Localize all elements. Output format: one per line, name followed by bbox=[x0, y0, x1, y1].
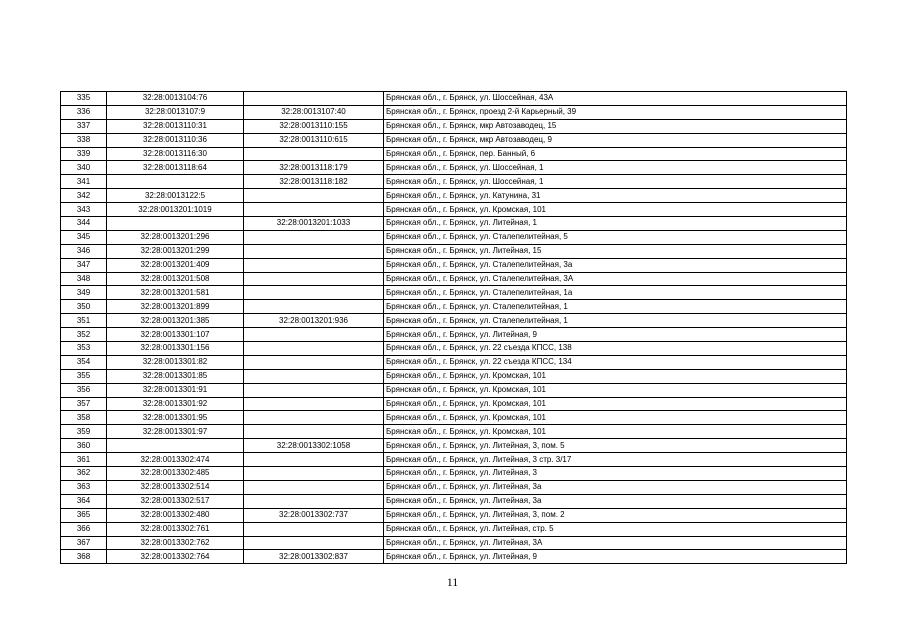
table-row bbox=[61, 467, 847, 481]
row-number-cell: 339 bbox=[61, 147, 107, 161]
table-row bbox=[61, 300, 847, 314]
cadastral-number-cell: 32:28:0013301:82 bbox=[107, 355, 244, 369]
cadastral-number-cell: 32:28:0013201:385 bbox=[107, 314, 244, 328]
table-row bbox=[61, 217, 847, 231]
address-cell: Брянская обл., г. Брянск, ул. Шоссейная, 1 bbox=[384, 175, 847, 189]
address-cell: Брянская обл., г. Брянск, пер. Банный, 6 bbox=[384, 147, 847, 161]
address-cell: Брянская обл., г. Брянск, ул. Кромская, 101 bbox=[384, 383, 847, 397]
table-body bbox=[61, 92, 847, 564]
linked-cadastral-number-cell bbox=[244, 328, 384, 342]
page-number: 11 bbox=[446, 575, 459, 589]
row-number-cell: 366 bbox=[61, 522, 107, 536]
cadastral-number-cell: 32:28:0013116:30 bbox=[107, 147, 244, 161]
row-number-cell: 347 bbox=[61, 258, 107, 272]
linked-cadastral-number-cell bbox=[244, 425, 384, 439]
cadastral-number-cell bbox=[107, 175, 244, 189]
table-row bbox=[61, 92, 847, 106]
row-number-cell: 363 bbox=[61, 480, 107, 494]
cadastral-number-cell: 32:28:0013302:517 bbox=[107, 494, 244, 508]
row-number-cell: 352 bbox=[61, 328, 107, 342]
linked-cadastral-number-cell: 32:28:0013302:737 bbox=[244, 508, 384, 522]
address-cell: Брянская обл., г. Брянск, ул. Катунина, 31 bbox=[384, 189, 847, 203]
table-row bbox=[61, 119, 847, 133]
address-cell: Брянская обл., г. Брянск, ул. Шоссейная, 1 bbox=[384, 161, 847, 175]
cadastral-number-cell: 32:28:0013301:92 bbox=[107, 397, 244, 411]
cadastral-number-cell: 32:28:0013104:76 bbox=[107, 92, 244, 106]
linked-cadastral-number-cell bbox=[244, 383, 384, 397]
address-cell: Брянская обл., г. Брянск, ул. Литейная, 3 bbox=[384, 467, 847, 481]
table-row bbox=[61, 508, 847, 522]
table-row bbox=[61, 314, 847, 328]
table-row bbox=[61, 328, 847, 342]
linked-cadastral-number-cell bbox=[244, 397, 384, 411]
row-number-cell: 348 bbox=[61, 272, 107, 286]
linked-cadastral-number-cell bbox=[244, 453, 384, 467]
linked-cadastral-number-cell bbox=[244, 522, 384, 536]
row-number-cell: 361 bbox=[61, 453, 107, 467]
row-number-cell: 359 bbox=[61, 425, 107, 439]
row-number-cell: 336 bbox=[61, 105, 107, 119]
table-row bbox=[61, 439, 847, 453]
row-number-cell: 341 bbox=[61, 175, 107, 189]
address-cell: Брянская обл., г. Брянск, ул. Литейная, 9 bbox=[384, 550, 847, 564]
address-cell: Брянская обл., г. Брянск, ул. Кромская, 101 bbox=[384, 425, 847, 439]
table-row bbox=[61, 189, 847, 203]
linked-cadastral-number-cell bbox=[244, 92, 384, 106]
address-cell: Брянская обл., г. Брянск, ул. Кромская, 101 bbox=[384, 203, 847, 217]
table-row bbox=[61, 203, 847, 217]
cadastral-number-cell: 32:28:0013302:514 bbox=[107, 480, 244, 494]
address-cell: Брянская обл., г. Брянск, ул. Сталепелитейная, 1 bbox=[384, 314, 847, 328]
cadastral-number-cell bbox=[107, 439, 244, 453]
row-number-cell: 340 bbox=[61, 161, 107, 175]
cadastral-number-cell: 32:28:0013201:508 bbox=[107, 272, 244, 286]
linked-cadastral-number-cell: 32:28:0013107:40 bbox=[244, 105, 384, 119]
cadastral-number-cell: 32:28:0013201:299 bbox=[107, 244, 244, 258]
table-row bbox=[61, 230, 847, 244]
row-number-cell: 350 bbox=[61, 300, 107, 314]
address-cell: Брянская обл., г. Брянск, ул. Литейная, 1 bbox=[384, 217, 847, 231]
cadastral-number-cell: 32:28:0013107:9 bbox=[107, 105, 244, 119]
row-number-cell: 353 bbox=[61, 342, 107, 356]
linked-cadastral-number-cell bbox=[244, 189, 384, 203]
linked-cadastral-number-cell bbox=[244, 244, 384, 258]
cadastral-number-cell: 32:28:0013302:764 bbox=[107, 550, 244, 564]
cadastral-number-cell: 32:28:0013122:5 bbox=[107, 189, 244, 203]
address-cell: Брянская обл., г. Брянск, проезд 2-й Карьерный, 39 bbox=[384, 105, 847, 119]
cadastral-number-cell: 32:28:0013301:95 bbox=[107, 411, 244, 425]
cadastral-number-cell: 32:28:0013301:91 bbox=[107, 383, 244, 397]
linked-cadastral-number-cell bbox=[244, 258, 384, 272]
linked-cadastral-number-cell bbox=[244, 230, 384, 244]
linked-cadastral-number-cell: 32:28:0013118:182 bbox=[244, 175, 384, 189]
row-number-cell: 367 bbox=[61, 536, 107, 550]
table-row bbox=[61, 453, 847, 467]
linked-cadastral-number-cell: 32:28:0013110:155 bbox=[244, 119, 384, 133]
table-row bbox=[61, 244, 847, 258]
row-number-cell: 362 bbox=[61, 467, 107, 481]
address-cell: Брянская обл., г. Брянск, мкр Автозаводец, 9 bbox=[384, 133, 847, 147]
linked-cadastral-number-cell: 32:28:0013110:615 bbox=[244, 133, 384, 147]
linked-cadastral-number-cell bbox=[244, 494, 384, 508]
table-row bbox=[61, 355, 847, 369]
address-cell: Брянская обл., г. Брянск, ул. Кромская, 101 bbox=[384, 397, 847, 411]
address-cell: Брянская обл., г. Брянск, ул. Литейная, 3а bbox=[384, 494, 847, 508]
linked-cadastral-number-cell bbox=[244, 355, 384, 369]
table-row bbox=[61, 133, 847, 147]
address-cell: Брянская обл., г. Брянск, ул. Литейная, 3А bbox=[384, 536, 847, 550]
cadastral-number-cell: 32:28:0013201:1019 bbox=[107, 203, 244, 217]
table-row bbox=[61, 383, 847, 397]
cadastral-number-cell: 32:28:0013302:474 bbox=[107, 453, 244, 467]
address-cell: Брянская обл., г. Брянск, ул. Литейная, 3а bbox=[384, 480, 847, 494]
cadastral-number-cell: 32:28:0013302:761 bbox=[107, 522, 244, 536]
cadastral-number-cell: 32:28:0013301:156 bbox=[107, 342, 244, 356]
cadastral-number-cell bbox=[107, 217, 244, 231]
row-number-cell: 346 bbox=[61, 244, 107, 258]
row-number-cell: 364 bbox=[61, 494, 107, 508]
linked-cadastral-number-cell bbox=[244, 411, 384, 425]
row-number-cell: 338 bbox=[61, 133, 107, 147]
row-number-cell: 335 bbox=[61, 92, 107, 106]
table-row bbox=[61, 425, 847, 439]
address-cell: Брянская обл., г. Брянск, ул. 22 съезда КПСС, 134 bbox=[384, 355, 847, 369]
row-number-cell: 344 bbox=[61, 217, 107, 231]
linked-cadastral-number-cell bbox=[244, 369, 384, 383]
cadastral-number-cell: 32:28:0013110:36 bbox=[107, 133, 244, 147]
address-cell: Брянская обл., г. Брянск, ул. Литейная, 9 bbox=[384, 328, 847, 342]
linked-cadastral-number-cell bbox=[244, 203, 384, 217]
table-row bbox=[61, 258, 847, 272]
address-cell: Брянская обл., г. Брянск, ул. Сталепелитейная, 1а bbox=[384, 286, 847, 300]
cadastral-number-cell: 32:28:0013110:31 bbox=[107, 119, 244, 133]
linked-cadastral-number-cell: 32:28:0013302:837 bbox=[244, 550, 384, 564]
table-row bbox=[61, 286, 847, 300]
linked-cadastral-number-cell bbox=[244, 286, 384, 300]
address-cell: Брянская обл., г. Брянск, мкр Автозаводец, 15 bbox=[384, 119, 847, 133]
linked-cadastral-number-cell: 32:28:0013118:179 bbox=[244, 161, 384, 175]
address-cell: Брянская обл., г. Брянск, ул. Литейная, 3 стр. 3/17 bbox=[384, 453, 847, 467]
row-number-cell: 357 bbox=[61, 397, 107, 411]
address-cell: Брянская обл., г. Брянск, ул. Сталепелитейная, 3а bbox=[384, 258, 847, 272]
address-cell: Брянская обл., г. Брянск, ул. Сталепелитейная, 5 bbox=[384, 230, 847, 244]
address-cell: Брянская обл., г. Брянск, ул. Литейная, 15 bbox=[384, 244, 847, 258]
table-row bbox=[61, 105, 847, 119]
table-row bbox=[61, 494, 847, 508]
cadastral-number-cell: 32:28:0013302:762 bbox=[107, 536, 244, 550]
linked-cadastral-number-cell bbox=[244, 467, 384, 481]
table-row bbox=[61, 522, 847, 536]
address-cell: Брянская обл., г. Брянск, ул. Шоссейная, 43А bbox=[384, 92, 847, 106]
cadastral-number-cell: 32:28:0013201:899 bbox=[107, 300, 244, 314]
cadastral-number-cell: 32:28:0013301:97 bbox=[107, 425, 244, 439]
row-number-cell: 365 bbox=[61, 508, 107, 522]
cadastral-number-cell: 32:28:0013301:107 bbox=[107, 328, 244, 342]
address-cell: Брянская обл., г. Брянск, ул. Сталепелитейная, 3А bbox=[384, 272, 847, 286]
row-number-cell: 342 bbox=[61, 189, 107, 203]
address-cell: Брянская обл., г. Брянск, ул. Литейная, 3, пом. 5 bbox=[384, 439, 847, 453]
row-number-cell: 343 bbox=[61, 203, 107, 217]
linked-cadastral-number-cell: 32:28:0013201:1033 bbox=[244, 217, 384, 231]
cadastral-number-cell: 32:28:0013201:296 bbox=[107, 230, 244, 244]
linked-cadastral-number-cell bbox=[244, 300, 384, 314]
linked-cadastral-number-cell bbox=[244, 536, 384, 550]
table-row bbox=[61, 536, 847, 550]
row-number-cell: 337 bbox=[61, 119, 107, 133]
table-row bbox=[61, 175, 847, 189]
linked-cadastral-number-cell bbox=[244, 480, 384, 494]
table-row bbox=[61, 147, 847, 161]
table-row bbox=[61, 369, 847, 383]
linked-cadastral-number-cell: 32:28:0013302:1058 bbox=[244, 439, 384, 453]
table-row bbox=[61, 342, 847, 356]
table-row bbox=[61, 411, 847, 425]
address-cell: Брянская обл., г. Брянск, ул. Литейная, 3, пом. 2 bbox=[384, 508, 847, 522]
table-row bbox=[61, 480, 847, 494]
cadastral-number-cell: 32:28:0013201:409 bbox=[107, 258, 244, 272]
cadastral-number-cell: 32:28:0013302:485 bbox=[107, 467, 244, 481]
cadastral-number-cell: 32:28:0013118:64 bbox=[107, 161, 244, 175]
address-cell: Брянская обл., г. Брянск, ул. 22 съезда КПСС, 138 bbox=[384, 342, 847, 356]
cadastral-number-cell: 32:28:0013302:480 bbox=[107, 508, 244, 522]
row-number-cell: 351 bbox=[61, 314, 107, 328]
address-cell: Брянская обл., г. Брянск, ул. Кромская, 101 bbox=[384, 411, 847, 425]
cadastral-number-cell: 32:28:0013301:85 bbox=[107, 369, 244, 383]
table-row bbox=[61, 161, 847, 175]
linked-cadastral-number-cell bbox=[244, 342, 384, 356]
row-number-cell: 358 bbox=[61, 411, 107, 425]
linked-cadastral-number-cell: 32:28:0013201:936 bbox=[244, 314, 384, 328]
row-number-cell: 345 bbox=[61, 230, 107, 244]
row-number-cell: 355 bbox=[61, 369, 107, 383]
row-number-cell: 360 bbox=[61, 439, 107, 453]
row-number-cell: 354 bbox=[61, 355, 107, 369]
property-table bbox=[60, 91, 847, 564]
cadastral-number-cell: 32:28:0013201:581 bbox=[107, 286, 244, 300]
row-number-cell: 356 bbox=[61, 383, 107, 397]
table-row bbox=[61, 272, 847, 286]
linked-cadastral-number-cell bbox=[244, 147, 384, 161]
row-number-cell: 349 bbox=[61, 286, 107, 300]
address-cell: Брянская обл., г. Брянск, ул. Сталепелитейная, 1 bbox=[384, 300, 847, 314]
linked-cadastral-number-cell bbox=[244, 272, 384, 286]
row-number-cell: 368 bbox=[61, 550, 107, 564]
address-cell: Брянская обл., г. Брянск, ул. Кромская, 101 bbox=[384, 369, 847, 383]
table-row bbox=[61, 550, 847, 564]
table-row bbox=[61, 397, 847, 411]
address-cell: Брянская обл., г. Брянск, ул. Литейная, стр. 5 bbox=[384, 522, 847, 536]
